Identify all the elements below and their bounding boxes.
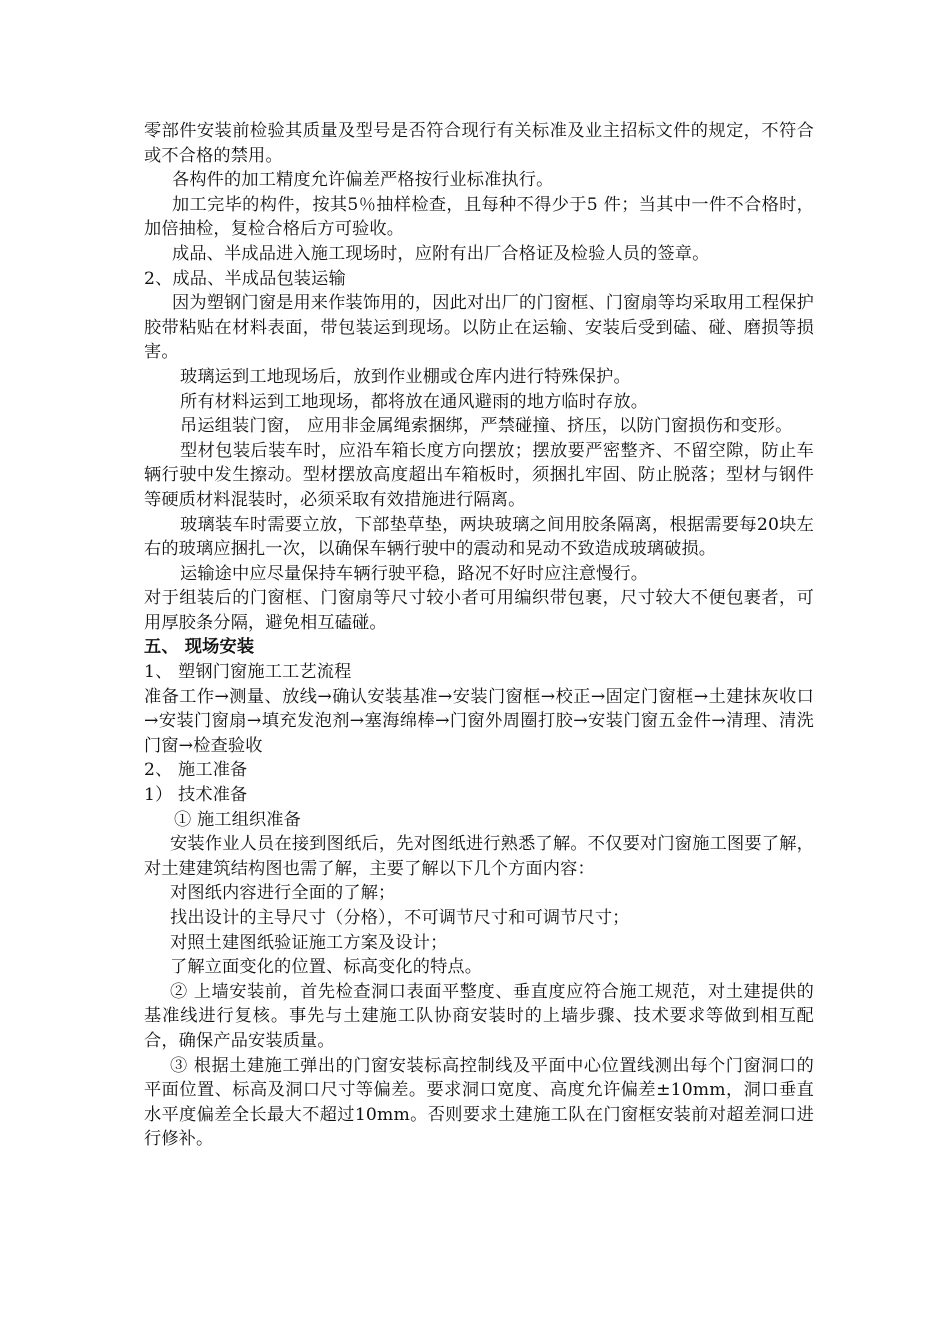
section-heading: 2、成品、半成品包装运输 xyxy=(144,268,346,289)
paragraph: 加工完毕的构件，按其5％抽样检查，且每种不得少于5 件；当其中一件不合格时，加倍抽检，复检合格后方可验收。 xyxy=(144,194,814,240)
section-heading: 2、 施工准备 xyxy=(144,760,248,781)
paragraph: 玻璃装车时需要立放，下部垫草垫，两块玻璃之间用胶条隔离，根据需要每20块左右的玻璃应捆扎一次，以确保车辆行驶中的震动和晃动不致造成玻璃破损。 xyxy=(144,514,814,560)
item-heading: ① 施工组织准备 xyxy=(174,809,301,830)
list-item: 对图纸内容进行全面的了解； xyxy=(170,883,396,904)
paragraph: 成品、半成品进入施工现场时，应附有出厂合格证及检验人员的签章。 xyxy=(172,243,710,264)
paragraph: 吊运组装门窗， 应用非金属绳索捆绑，严禁碰撞、挤压，以防门窗损伤和变形。 xyxy=(180,416,793,437)
paragraph: ② 上墙安装前，首先检查洞口表面平整度、垂直度应符合施工规范，对土建提供的基准线进行复核。事先与土建施工队协商安装时的上墙步骤、技术要求等做到相互配合，确保产品安装质量。 xyxy=(144,981,814,1051)
paragraph: 运输途中应尽量保持车辆行驶平稳，路况不好时应注意慢行。 xyxy=(180,563,649,584)
list-item: 对照土建图纸验证施工方案及设计； xyxy=(170,932,448,953)
paragraph: 型材包装后装车时，应沿车箱长度方向摆放；摆放要严密整齐、不留空隙，防止车辆行驶中发生擦动。型材摆放高度超出车箱板时，须捆扎牢固、防止脱落；型材与钢件等硬质材料混装时，必须采取有效措施进行隔离。 xyxy=(144,440,814,510)
document-page xyxy=(144,119,814,1152)
paragraph: ③ 根据土建施工弹出的门窗安装标高控制线及平面中心位置线测出每个门窗洞口的平面位置、标高及洞口尺寸等偏差。要求洞口宽度、高度允许偏差±10mm，洞口垂直水平度偏差全长最大不超过10mm。否则要求土建施工队在门窗框安装前对超差洞口进行修补。 xyxy=(144,1055,814,1150)
paragraph: 玻璃运到工地现场后，放到作业棚或仓库内进行特殊保护。 xyxy=(180,366,631,387)
paragraph: 对于组装后的门窗框、门窗扇等尺寸较小者可用编织带包裹，尺寸较大不便包裹者，可用厚胶条分隔，避免相互磕碰。 xyxy=(144,588,814,633)
section-heading: 1、 塑钢门窗施工工艺流程 xyxy=(144,662,352,683)
process-flow: 准备工作→测量、放线→确认安装基准→安装门窗框→校正→固定门窗框→土建抹灰收口→安装门窗扇→填充发泡剂→塞海绵棒→门窗外周圈打胶→安装门窗五金件→清理、清洗门窗→检查验收 xyxy=(144,686,814,756)
chapter-heading: 五、 现场安装 xyxy=(144,637,255,658)
paragraph: 安装作业人员在接到图纸后，先对图纸进行熟悉了解。不仅要对门窗施工图要了解，对土建建筑结构图也需了解，主要了解以下几个方面内容： xyxy=(144,834,814,879)
list-item: 了解立面变化的位置、标高变化的特点。 xyxy=(170,957,483,978)
paragraph: 所有材料运到工地现场，都将放在通风避雨的地方临时存放。 xyxy=(180,391,649,412)
subsection-heading: 1） 技术准备 xyxy=(144,785,248,806)
list-item: 找出设计的主导尺寸（分格），不可调节尺寸和可调节尺寸； xyxy=(170,908,630,928)
paragraph: 因为塑钢门窗是用来作装饰用的，因此对出厂的门窗框、门窗扇等均采取用工程保护胶带粘贴在材料表面，带包装运到现场。以防止在运输、安装后受到磕、碰、磨损等损害。 xyxy=(144,293,814,363)
paragraph: 零部件安装前检验其质量及型号是否符合现行有关标准及业主招标文件的规定，不符合或不合格的禁用。 xyxy=(144,121,814,166)
paragraph: 各构件的加工精度允许偏差严格按行业标准执行。 xyxy=(172,170,554,191)
